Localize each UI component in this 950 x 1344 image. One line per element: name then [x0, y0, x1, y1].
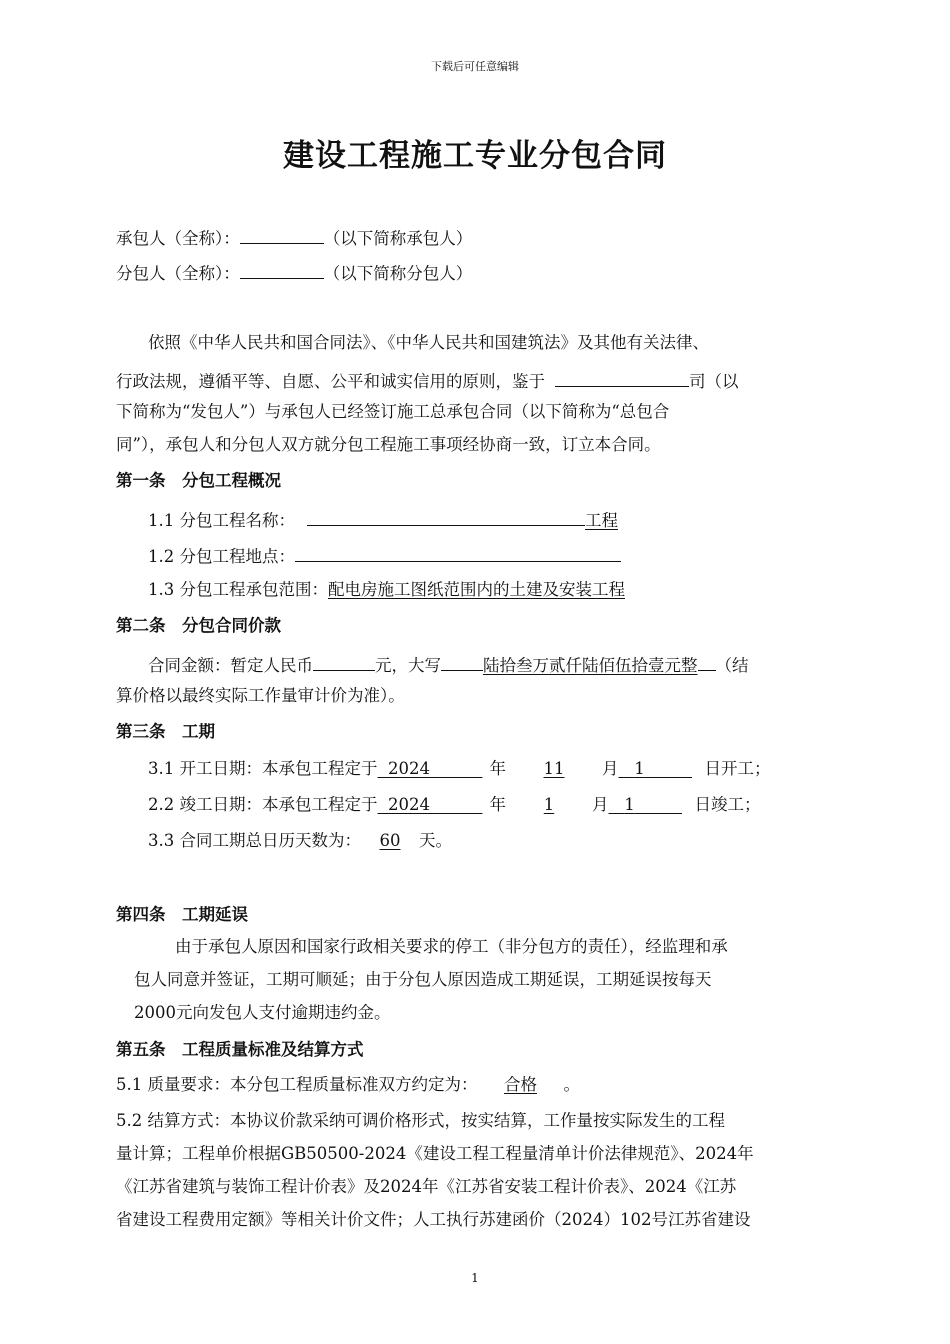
settlement-line-3: 《江苏省建筑与装饰工程计价表》及2024年《江苏省安装工程计价表》、2024《江苏	[116, 1177, 737, 1196]
quality-end: 。	[563, 1075, 580, 1094]
contract-amount-line	[148, 652, 749, 677]
article-2-heading: 第二条 分包合同价款	[116, 616, 281, 635]
preamble-line-2a: 行政法规，遵循平等、自愿、公平和诚实信用的原则，鉴于	[116, 372, 545, 391]
article-1-heading: 第一条 分包工程概况	[116, 471, 281, 490]
article-4-line-2: 包人同意并签证，工期可顺延；由于分包人原因造成工期延误，工期延误按每天	[134, 970, 712, 989]
project-site-field[interactable]	[295, 543, 621, 562]
start-day-field[interactable]: 1	[634, 759, 645, 778]
end-date-end: 日竣工；	[694, 795, 761, 814]
start-date-end: 日开工；	[704, 759, 771, 778]
subcontractor-suffix: （以下简称分包人）	[323, 264, 473, 283]
subcontractor-name-field[interactable]	[240, 260, 324, 279]
end-month-field[interactable]: 1	[543, 795, 555, 814]
duration-line	[148, 830, 452, 852]
project-name-suffix: 工程	[585, 511, 618, 530]
document-title: 建设工程施工专业分包合同	[283, 138, 667, 174]
preamble-line-1: 依照《中华人民共和国合同法》、《中华人民共和国建筑法》及其他有关法律、	[148, 333, 709, 352]
subcontractor-line	[116, 260, 472, 285]
settlement-line-4: 省建设工程费用定额》等相关计价文件；人工执行苏建函价（2024）102号江苏省建设	[116, 1210, 751, 1229]
article-4-line-1: 由于承包人原因和国家行政相关要求的停工（非分包方的责任），经监理和承	[175, 937, 728, 956]
start-year-field[interactable]: 2024	[388, 759, 430, 778]
article-4-heading: 第四条 工期延误	[116, 905, 248, 924]
start-month-field[interactable]: 11	[543, 759, 565, 778]
amount-words-value: 陆拾叁万贰仟陆佰伍拾壹元整	[483, 656, 698, 675]
start-date-line	[148, 758, 771, 780]
start-date-label: 3.1 开工日期：本承包工程定于	[148, 759, 378, 778]
project-scope-line	[148, 579, 625, 601]
article-4-line-3: 2000元向发包人支付逾期违约金。	[134, 1003, 391, 1022]
duration-label: 3.3 合同工期总日历天数为：	[148, 831, 361, 850]
settlement-line-2: 量计算；工程单价根据GB50500-2024《建设工程工程量清单计价法律规范》、2024年	[116, 1144, 754, 1163]
preamble-line-4: 同”），承包人和分包人双方就分包工程施工事项经协商一致，订立本合同。	[116, 435, 661, 454]
amount-note-start: （结	[715, 656, 749, 675]
preamble-line-2	[116, 368, 739, 393]
project-site-line	[148, 543, 621, 568]
contractor-name-field[interactable]	[240, 225, 324, 244]
contractor-label: 承包人（全称）：	[116, 229, 240, 248]
employer-name-field[interactable]	[555, 368, 689, 387]
end-date-line	[148, 794, 761, 816]
amount-figure-field[interactable]	[313, 652, 375, 671]
settlement-line-1: 5.2 结算方式：本协议价款采纳可调价格形式，按实结算，工作量按实际发生的工程	[116, 1111, 725, 1130]
quality-label: 5.1 质量要求：本分包工程质量标准双方约定为：	[116, 1075, 478, 1094]
preamble-line-3: 下简称为“发包人”）与承包人已经签订施工总承包合同（以下简称为“总包合	[116, 402, 670, 421]
amount-label: 合同金额：暂定人民币	[148, 656, 313, 675]
quality-line	[116, 1074, 580, 1096]
article-5-heading: 第五条 工程质量标准及结算方式	[116, 1040, 364, 1059]
start-month-unit: 月	[602, 759, 619, 778]
quality-standard-field[interactable]: 合格	[504, 1075, 537, 1094]
article-3-heading: 第三条 工期	[116, 722, 215, 741]
project-scope-value: 配电房施工图纸范围内的土建及安装工程	[328, 580, 625, 599]
project-scope-label: 1.3 分包工程承包范围：	[148, 580, 328, 599]
end-day-field[interactable]: 1	[624, 795, 635, 814]
contractor-line	[116, 225, 472, 250]
page-header-note: 下载后可任意编辑	[431, 60, 519, 73]
end-month-unit: 月	[592, 795, 609, 814]
duration-days-field[interactable]: 60	[379, 831, 401, 850]
project-name-label: 1.1 分包工程名称：	[148, 511, 295, 530]
duration-unit: 天。	[419, 831, 452, 850]
preamble-line-2b: 司（以	[689, 372, 739, 391]
end-date-label: 2.2 竣工日期：本承包工程定于	[148, 795, 378, 814]
start-year-unit: 年	[489, 759, 506, 778]
end-year-unit: 年	[489, 795, 506, 814]
amount-words-label: 元，大写	[375, 656, 441, 675]
page-number: 1	[471, 1271, 479, 1285]
subcontractor-label: 分包人（全称）：	[116, 264, 240, 283]
contractor-suffix: （以下简称承包人）	[323, 229, 473, 248]
project-name-field[interactable]	[307, 507, 585, 526]
project-site-label: 1.2 分包工程地点：	[148, 547, 295, 566]
end-year-field[interactable]: 2024	[388, 795, 430, 814]
project-name-line	[148, 507, 618, 532]
amount-note-line: 算价格以最终实际工作量审计价为准）。	[116, 686, 405, 705]
